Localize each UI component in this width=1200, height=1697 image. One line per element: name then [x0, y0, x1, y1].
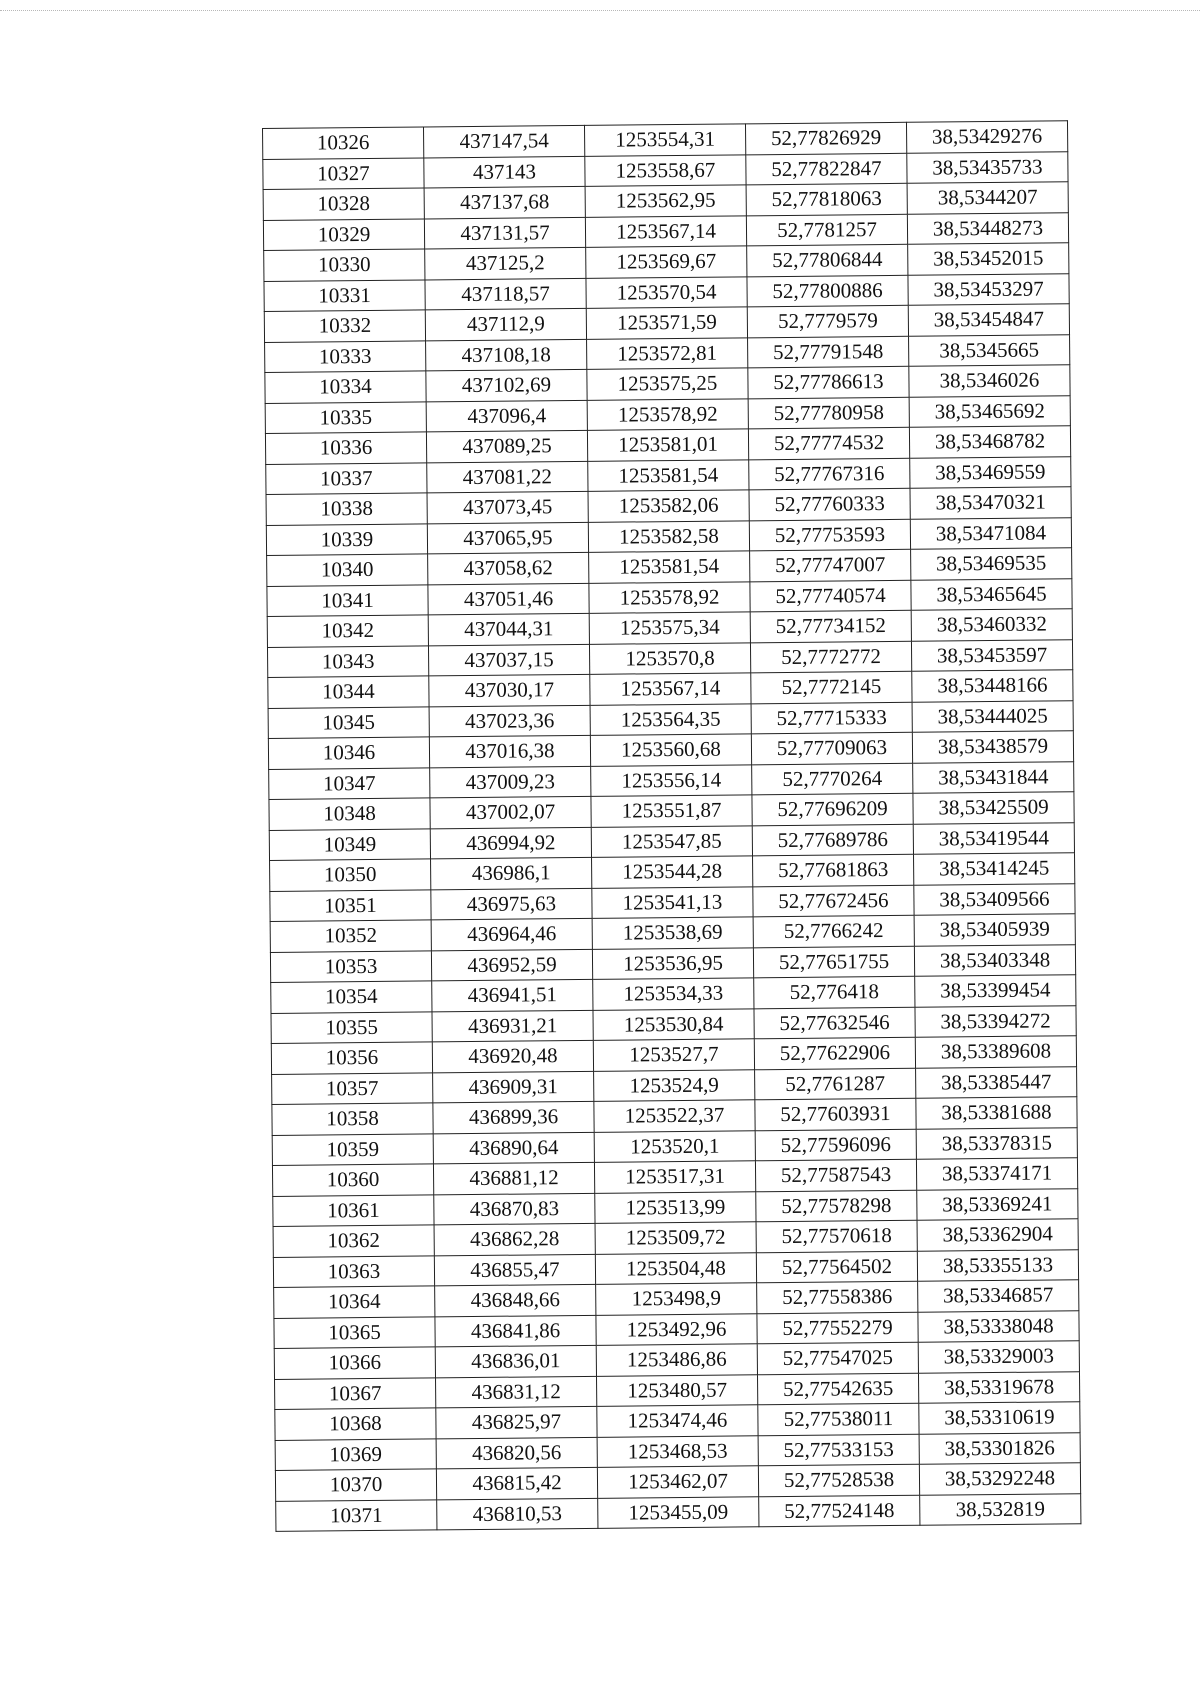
point-number-cell: 10327 — [263, 157, 424, 189]
longitude-cell: 38,53431844 — [913, 761, 1074, 793]
x-coordinate-cell: 436815,42 — [436, 1467, 597, 1499]
point-number-cell: 10340 — [267, 554, 428, 586]
longitude-cell: 38,53319678 — [918, 1371, 1079, 1403]
point-number-cell: 10367 — [275, 1377, 436, 1409]
x-coordinate-cell: 436941,51 — [432, 979, 593, 1011]
y-coordinate-cell: 1253581,54 — [589, 551, 750, 583]
point-number-cell: 10354 — [271, 981, 432, 1013]
point-number-cell: 10356 — [271, 1042, 432, 1074]
y-coordinate-cell: 1253517,31 — [594, 1161, 755, 1193]
latitude-cell: 52,77651755 — [753, 946, 914, 978]
x-coordinate-cell: 437112,9 — [425, 308, 586, 340]
y-coordinate-cell: 1253547,85 — [591, 825, 752, 857]
y-coordinate-cell: 1253530,84 — [593, 1008, 754, 1040]
longitude-cell: 38,53355133 — [917, 1249, 1078, 1281]
latitude-cell: 52,7772772 — [750, 641, 911, 673]
y-coordinate-cell: 1253578,92 — [589, 581, 750, 613]
point-number-cell: 10358 — [272, 1103, 433, 1135]
x-coordinate-cell: 437016,38 — [429, 735, 590, 767]
latitude-cell: 52,77753593 — [749, 519, 910, 551]
x-coordinate-cell: 436994,92 — [430, 827, 591, 859]
point-number-cell: 10326 — [263, 127, 424, 159]
coordinates-table-body — [263, 121, 1081, 1532]
coordinates-table — [262, 120, 1081, 1532]
x-coordinate-cell: 436964,46 — [431, 918, 592, 950]
latitude-cell: 52,77603931 — [755, 1098, 916, 1130]
longitude-cell: 38,53385447 — [916, 1066, 1077, 1098]
x-coordinate-cell: 437073,45 — [427, 491, 588, 523]
x-coordinate-cell: 436931,21 — [432, 1010, 593, 1042]
longitude-cell: 38,53389608 — [915, 1036, 1076, 1068]
y-coordinate-cell: 1253492,96 — [596, 1313, 757, 1345]
latitude-cell: 52,77528538 — [758, 1464, 919, 1496]
x-coordinate-cell: 436810,53 — [437, 1498, 598, 1530]
latitude-cell: 52,7781257 — [746, 214, 907, 246]
longitude-cell: 38,53419544 — [913, 822, 1074, 854]
x-coordinate-cell: 436870,83 — [434, 1193, 595, 1225]
point-number-cell: 10331 — [264, 279, 425, 311]
point-number-cell: 10349 — [269, 828, 430, 860]
latitude-cell: 52,77538011 — [758, 1403, 919, 1435]
point-number-cell: 10334 — [265, 371, 426, 403]
longitude-cell: 38,53409566 — [914, 883, 1075, 915]
y-coordinate-cell: 1253462,07 — [597, 1466, 758, 1498]
latitude-cell: 52,77622906 — [754, 1037, 915, 1069]
point-number-cell: 10368 — [275, 1408, 436, 1440]
x-coordinate-cell: 437065,95 — [427, 522, 588, 554]
y-coordinate-cell: 1253582,58 — [588, 520, 749, 552]
point-number-cell: 10335 — [265, 401, 426, 433]
y-coordinate-cell: 1253570,54 — [586, 276, 747, 308]
longitude-cell: 38,53429276 — [906, 121, 1067, 153]
longitude-cell: 38,53369241 — [917, 1188, 1078, 1220]
y-coordinate-cell: 1253513,99 — [595, 1191, 756, 1223]
latitude-cell: 52,77542635 — [757, 1373, 918, 1405]
longitude-cell: 38,53469559 — [910, 456, 1071, 488]
point-number-cell: 10352 — [270, 920, 431, 952]
point-number-cell: 10351 — [270, 889, 431, 921]
x-coordinate-cell: 437058,62 — [428, 552, 589, 584]
y-coordinate-cell: 1253582,06 — [588, 490, 749, 522]
point-number-cell: 10359 — [272, 1133, 433, 1165]
x-coordinate-cell: 436975,63 — [431, 888, 592, 920]
latitude-cell: 52,77564502 — [756, 1251, 917, 1283]
y-coordinate-cell: 1253562,95 — [585, 185, 746, 217]
latitude-cell: 52,77800886 — [747, 275, 908, 307]
longitude-cell: 38,53338048 — [918, 1310, 1079, 1342]
x-coordinate-cell: 437137,68 — [424, 186, 585, 218]
x-coordinate-cell: 437102,69 — [426, 369, 587, 401]
point-number-cell: 10337 — [266, 462, 427, 494]
y-coordinate-cell: 1253554,31 — [584, 124, 745, 156]
x-coordinate-cell: 436855,47 — [434, 1254, 595, 1286]
latitude-cell: 52,7766242 — [753, 915, 914, 947]
y-coordinate-cell: 1253571,59 — [586, 307, 747, 339]
longitude-cell: 38,5344207 — [907, 182, 1068, 214]
y-coordinate-cell: 1253509,72 — [595, 1222, 756, 1254]
x-coordinate-cell: 437051,46 — [428, 583, 589, 615]
longitude-cell: 38,53310619 — [919, 1402, 1080, 1434]
longitude-cell: 38,53465645 — [911, 578, 1072, 610]
x-coordinate-cell: 436820,56 — [436, 1437, 597, 1469]
point-number-cell: 10329 — [263, 218, 424, 250]
longitude-cell: 38,53403348 — [914, 944, 1075, 976]
longitude-cell: 38,53460332 — [911, 609, 1072, 641]
longitude-cell: 38,53470321 — [910, 487, 1071, 519]
point-number-cell: 10355 — [271, 1011, 432, 1043]
longitude-cell: 38,53301826 — [919, 1432, 1080, 1464]
longitude-cell: 38,53378315 — [916, 1127, 1077, 1159]
point-number-cell: 10336 — [265, 432, 426, 464]
y-coordinate-cell: 1253551,87 — [591, 795, 752, 827]
latitude-cell: 52,77578298 — [756, 1190, 917, 1222]
longitude-cell: 38,53448166 — [912, 670, 1073, 702]
y-coordinate-cell: 1253570,8 — [589, 642, 750, 674]
latitude-cell: 52,77524148 — [759, 1495, 920, 1527]
x-coordinate-cell: 437118,57 — [425, 278, 586, 310]
latitude-cell: 52,77774532 — [748, 427, 909, 459]
x-coordinate-cell: 436881,12 — [433, 1162, 594, 1194]
latitude-cell: 52,77780958 — [748, 397, 909, 429]
longitude-cell: 38,53469535 — [911, 548, 1072, 580]
point-number-cell: 10366 — [274, 1347, 435, 1379]
y-coordinate-cell: 1253504,48 — [595, 1252, 756, 1284]
longitude-cell: 38,53453297 — [908, 273, 1069, 305]
longitude-cell: 38,53381688 — [916, 1097, 1077, 1129]
longitude-cell: 38,53438579 — [912, 731, 1073, 763]
longitude-cell: 38,5345665 — [909, 334, 1070, 366]
longitude-cell: 38,53292248 — [919, 1463, 1080, 1495]
longitude-cell: 38,53405939 — [914, 914, 1075, 946]
longitude-cell: 38,53448273 — [907, 212, 1068, 244]
point-number-cell: 10362 — [273, 1225, 434, 1257]
point-number-cell: 10342 — [267, 615, 428, 647]
x-coordinate-cell: 436899,36 — [433, 1101, 594, 1133]
point-number-cell: 10339 — [266, 523, 427, 555]
latitude-cell: 52,77806844 — [747, 244, 908, 276]
point-number-cell: 10371 — [276, 1499, 437, 1531]
longitude-cell: 38,53329003 — [918, 1341, 1079, 1373]
y-coordinate-cell: 1253527,7 — [593, 1039, 754, 1071]
point-number-cell: 10360 — [272, 1164, 433, 1196]
longitude-cell: 38,53452015 — [908, 243, 1069, 275]
y-coordinate-cell: 1253536,95 — [592, 947, 753, 979]
point-number-cell: 10365 — [274, 1316, 435, 1348]
longitude-cell: 38,53444025 — [912, 700, 1073, 732]
x-coordinate-cell: 437096,4 — [426, 400, 587, 432]
x-coordinate-cell: 436836,01 — [435, 1345, 596, 1377]
latitude-cell: 52,77826929 — [745, 122, 906, 154]
point-number-cell: 10350 — [270, 859, 431, 891]
point-number-cell: 10343 — [267, 645, 428, 677]
longitude-cell: 38,53399454 — [915, 975, 1076, 1007]
x-coordinate-cell: 436825,97 — [436, 1406, 597, 1438]
x-coordinate-cell: 436986,1 — [431, 857, 592, 889]
latitude-cell: 52,7761287 — [755, 1068, 916, 1100]
x-coordinate-cell: 436848,66 — [435, 1284, 596, 1316]
x-coordinate-cell: 437081,22 — [427, 461, 588, 493]
y-coordinate-cell: 1253567,14 — [585, 215, 746, 247]
latitude-cell: 52,77558386 — [757, 1281, 918, 1313]
y-coordinate-cell: 1253578,92 — [587, 398, 748, 430]
latitude-cell: 52,7772145 — [751, 671, 912, 703]
x-coordinate-cell: 437108,18 — [426, 339, 587, 371]
longitude-cell: 38,53362904 — [917, 1219, 1078, 1251]
table-row — [276, 1493, 1081, 1531]
y-coordinate-cell: 1253564,35 — [590, 703, 751, 735]
y-coordinate-cell: 1253520,1 — [594, 1130, 755, 1162]
longitude-cell: 38,53435733 — [907, 151, 1068, 183]
latitude-cell: 52,77570618 — [756, 1220, 917, 1252]
latitude-cell: 52,77596096 — [755, 1129, 916, 1161]
point-number-cell: 10364 — [274, 1286, 435, 1318]
point-number-cell: 10357 — [272, 1072, 433, 1104]
latitude-cell: 52,77689786 — [752, 824, 913, 856]
y-coordinate-cell: 1253480,57 — [596, 1374, 757, 1406]
latitude-cell: 52,77791548 — [748, 336, 909, 368]
longitude-cell: 38,532819 — [920, 1493, 1081, 1525]
latitude-cell: 52,77740574 — [750, 580, 911, 612]
longitude-cell: 38,53465692 — [909, 395, 1070, 427]
latitude-cell: 52,77672456 — [753, 885, 914, 917]
latitude-cell: 52,7779579 — [747, 305, 908, 337]
latitude-cell: 52,77715333 — [751, 702, 912, 734]
longitude-cell: 38,53453597 — [911, 639, 1072, 671]
scan-edge-line — [0, 10, 1200, 11]
point-number-cell: 10332 — [264, 310, 425, 342]
y-coordinate-cell: 1253575,25 — [587, 368, 748, 400]
point-number-cell: 10347 — [269, 767, 430, 799]
longitude-cell: 38,53425509 — [913, 792, 1074, 824]
y-coordinate-cell: 1253567,14 — [590, 673, 751, 705]
point-number-cell: 10370 — [275, 1469, 436, 1501]
latitude-cell: 52,77632546 — [754, 1007, 915, 1039]
x-coordinate-cell: 437009,23 — [430, 766, 591, 798]
latitude-cell: 52,77786613 — [748, 366, 909, 398]
point-number-cell: 10363 — [273, 1255, 434, 1287]
longitude-cell: 38,5346026 — [909, 365, 1070, 397]
y-coordinate-cell: 1253581,01 — [587, 429, 748, 461]
y-coordinate-cell: 1253534,33 — [593, 978, 754, 1010]
x-coordinate-cell: 437030,17 — [429, 674, 590, 706]
y-coordinate-cell: 1253455,09 — [598, 1496, 759, 1528]
point-number-cell: 10353 — [270, 950, 431, 982]
point-number-cell: 10369 — [275, 1438, 436, 1470]
x-coordinate-cell: 437131,57 — [424, 217, 585, 249]
point-number-cell: 10333 — [265, 340, 426, 372]
latitude-cell: 52,77822847 — [746, 153, 907, 185]
point-number-cell: 10328 — [263, 188, 424, 220]
longitude-cell: 38,53454847 — [908, 304, 1069, 336]
y-coordinate-cell: 1253538,69 — [592, 917, 753, 949]
x-coordinate-cell: 436841,86 — [435, 1315, 596, 1347]
x-coordinate-cell: 436890,64 — [433, 1132, 594, 1164]
latitude-cell: 52,77818063 — [746, 183, 907, 215]
longitude-cell: 38,53468782 — [909, 426, 1070, 458]
latitude-cell: 52,77747007 — [750, 549, 911, 581]
latitude-cell: 52,7770264 — [752, 763, 913, 795]
point-number-cell: 10345 — [268, 706, 429, 738]
longitude-cell: 38,53414245 — [914, 853, 1075, 885]
y-coordinate-cell: 1253498,9 — [596, 1283, 757, 1315]
point-number-cell: 10361 — [273, 1194, 434, 1226]
x-coordinate-cell: 437023,36 — [429, 705, 590, 737]
x-coordinate-cell: 437147,54 — [423, 125, 584, 157]
y-coordinate-cell: 1253572,81 — [587, 337, 748, 369]
longitude-cell: 38,53471084 — [910, 517, 1071, 549]
y-coordinate-cell: 1253524,9 — [594, 1069, 755, 1101]
y-coordinate-cell: 1253556,14 — [591, 764, 752, 796]
y-coordinate-cell: 1253560,68 — [590, 734, 751, 766]
x-coordinate-cell: 436952,59 — [431, 949, 592, 981]
latitude-cell: 52,77734152 — [750, 610, 911, 642]
y-coordinate-cell: 1253575,34 — [589, 612, 750, 644]
y-coordinate-cell: 1253522,37 — [594, 1100, 755, 1132]
latitude-cell: 52,776418 — [754, 976, 915, 1008]
latitude-cell: 52,77552279 — [757, 1312, 918, 1344]
x-coordinate-cell: 436862,28 — [434, 1223, 595, 1255]
x-coordinate-cell: 437125,2 — [425, 247, 586, 279]
latitude-cell: 52,77760333 — [749, 488, 910, 520]
y-coordinate-cell: 1253558,67 — [585, 154, 746, 186]
longitude-cell: 38,53374171 — [916, 1158, 1077, 1190]
latitude-cell: 52,77533153 — [758, 1434, 919, 1466]
y-coordinate-cell: 1253544,28 — [592, 856, 753, 888]
y-coordinate-cell: 1253486,86 — [596, 1344, 757, 1376]
x-coordinate-cell: 437089,25 — [426, 430, 587, 462]
y-coordinate-cell: 1253474,46 — [597, 1405, 758, 1437]
x-coordinate-cell: 436909,31 — [433, 1071, 594, 1103]
point-number-cell: 10344 — [268, 676, 429, 708]
x-coordinate-cell: 437037,15 — [428, 644, 589, 676]
latitude-cell: 52,77547025 — [757, 1342, 918, 1374]
x-coordinate-cell: 436920,48 — [432, 1040, 593, 1072]
latitude-cell: 52,77709063 — [751, 732, 912, 764]
point-number-cell: 10346 — [268, 737, 429, 769]
latitude-cell: 52,77696209 — [752, 793, 913, 825]
y-coordinate-cell: 1253468,53 — [597, 1435, 758, 1467]
latitude-cell: 52,77587543 — [755, 1159, 916, 1191]
longitude-cell: 38,53394272 — [915, 1005, 1076, 1037]
x-coordinate-cell: 437044,31 — [428, 613, 589, 645]
y-coordinate-cell: 1253569,67 — [586, 246, 747, 278]
y-coordinate-cell: 1253581,54 — [588, 459, 749, 491]
x-coordinate-cell: 437002,07 — [430, 796, 591, 828]
point-number-cell: 10338 — [266, 493, 427, 525]
point-number-cell: 10330 — [264, 249, 425, 281]
point-number-cell: 10348 — [269, 798, 430, 830]
y-coordinate-cell: 1253541,13 — [592, 886, 753, 918]
x-coordinate-cell: 436831,12 — [436, 1376, 597, 1408]
latitude-cell: 52,77681863 — [753, 854, 914, 886]
x-coordinate-cell: 437143 — [424, 156, 585, 188]
longitude-cell: 38,53346857 — [918, 1280, 1079, 1312]
point-number-cell: 10341 — [267, 584, 428, 616]
latitude-cell: 52,77767316 — [749, 458, 910, 490]
